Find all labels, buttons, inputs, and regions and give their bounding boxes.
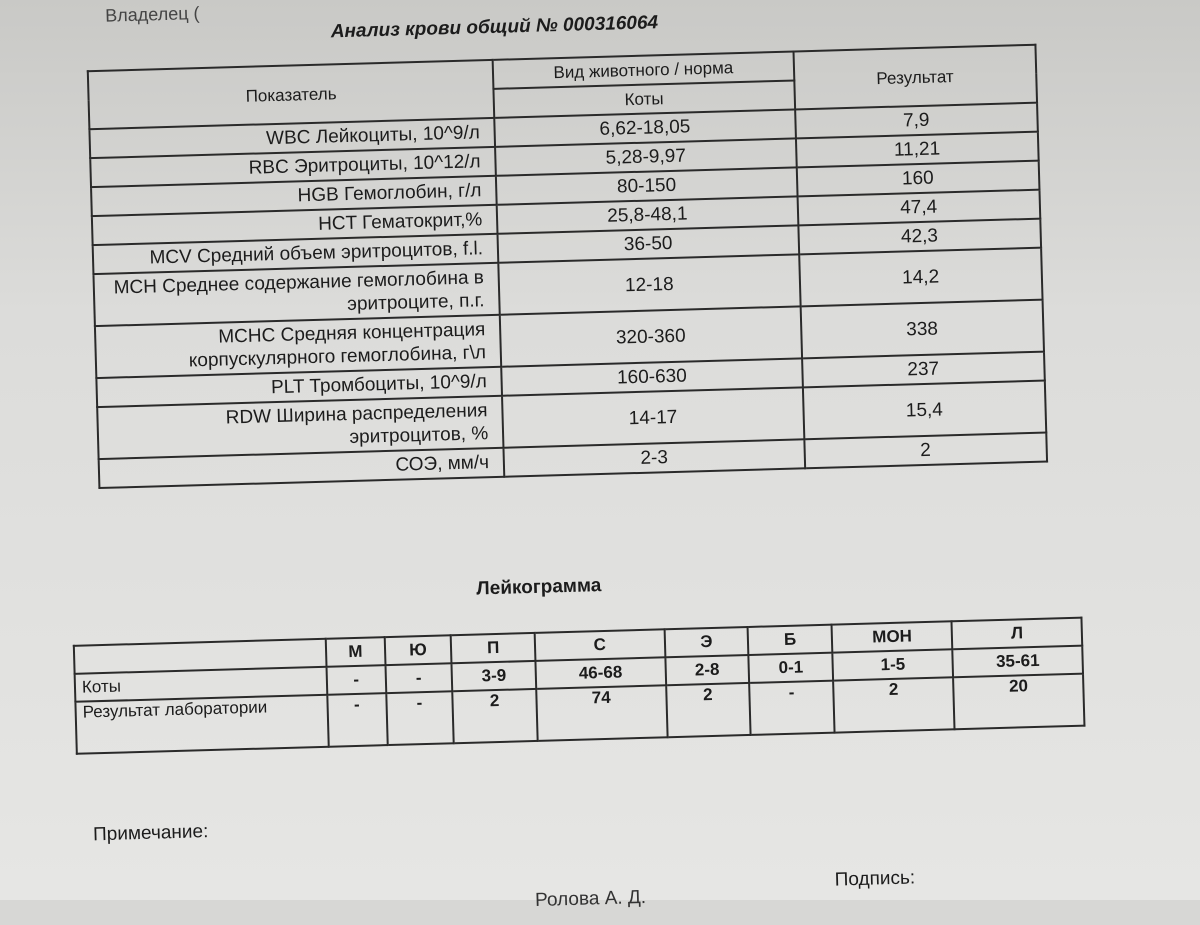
norm-cell: 25,8-48,1: [497, 196, 798, 233]
norm-cell: 5,28-9,97: [495, 138, 796, 175]
result-cell: 2: [833, 677, 955, 732]
result-cell: 160: [796, 161, 1039, 197]
header-species: Коты: [494, 80, 795, 117]
norm-cell: -: [327, 665, 386, 695]
norm-cell: 12-18: [498, 254, 800, 314]
header-result: Результат: [793, 45, 1037, 110]
signature-label: Подпись:: [834, 867, 916, 891]
result-cell: 237: [802, 352, 1045, 388]
column-header: Л: [952, 618, 1082, 650]
result-cell: -: [749, 681, 834, 735]
norm-cell: 6,62-18,05: [494, 109, 795, 146]
result-cell: 2: [452, 689, 537, 743]
norm-cell: 1-5: [832, 649, 953, 680]
row-label: Коты: [75, 667, 328, 702]
indicator-cell: HCT Гематокрит,%: [92, 205, 498, 245]
result-cell: 7,9: [795, 103, 1038, 139]
note-label: Примечание:: [92, 821, 209, 846]
norm-cell: 2-3: [504, 439, 805, 476]
result-cell: 15,4: [802, 381, 1046, 440]
norm-cell: 3-9: [452, 661, 536, 691]
signer-name: Ролова А. Д.: [534, 886, 647, 912]
result-cell: 47,4: [797, 190, 1040, 226]
norm-cell: 14-17: [502, 387, 804, 447]
indicator-cell: RBC Эритроциты, 10^12/л: [90, 147, 496, 187]
result-cell: 14,2: [799, 248, 1043, 307]
result-cell: 11,21: [795, 132, 1038, 168]
result-cell: 338: [800, 300, 1044, 359]
norm-cell: 160-630: [501, 358, 802, 395]
column-header: Э: [664, 627, 748, 657]
document-sheet: [30, 0, 1175, 925]
leukogram-table: [73, 617, 1086, 755]
norm-cell: 46-68: [535, 657, 665, 689]
result-cell: -: [386, 691, 454, 745]
norm-cell: -: [385, 663, 452, 693]
leukogram-title: Лейкограмма: [476, 575, 602, 600]
result-cell: 20: [953, 674, 1084, 730]
column-header: Б: [748, 625, 832, 655]
column-header: С: [535, 629, 665, 661]
column-header: П: [451, 633, 535, 663]
indicator-cell: MCH Среднее содержание гемоглобина в эритроците, п.г.: [93, 263, 499, 326]
owner-fragment: Владелец (: [104, 3, 200, 26]
indicator-cell: MCHC Средняя концентрация корпускулярного гемоглобина, г\л: [95, 315, 501, 378]
indicator-cell: RDW Ширина распределения эритроцитов, %: [97, 396, 503, 459]
header-indicator: Показатель: [88, 60, 495, 129]
result-cell: -: [327, 693, 387, 747]
result-cell: 2: [804, 433, 1047, 469]
result-cell: 42,3: [798, 219, 1041, 255]
blood-test-table: [87, 44, 1048, 489]
norm-cell: 35-61: [953, 646, 1083, 678]
norm-cell: 80-150: [496, 167, 797, 204]
indicator-cell: MCV Средний объем эритроцитов, f.l.: [93, 234, 499, 274]
header-species-norm: Вид животного / норма: [493, 51, 794, 88]
indicator-cell: WBC Лейкоциты, 10^9/л: [89, 118, 495, 158]
norm-cell: 2-8: [665, 655, 749, 685]
result-cell: 74: [536, 685, 667, 741]
document-title: Анализ крови общий № 000316064: [330, 12, 659, 43]
column-header: М: [326, 637, 385, 667]
norm-cell: 0-1: [749, 653, 833, 683]
column-header: МОН: [832, 621, 953, 652]
result-cell: 2: [666, 683, 751, 737]
indicator-cell: PLT Тромбоциты, 10^9/л: [96, 367, 502, 407]
row-label: Результат лаборатории: [75, 695, 328, 754]
indicator-cell: СОЭ, мм/ч: [99, 448, 505, 488]
norm-cell: 320-360: [500, 306, 802, 366]
indicator-cell: HGB Гемоглобин, г/л: [91, 176, 497, 216]
column-header: Ю: [384, 635, 451, 665]
norm-cell: 36-50: [498, 225, 799, 262]
